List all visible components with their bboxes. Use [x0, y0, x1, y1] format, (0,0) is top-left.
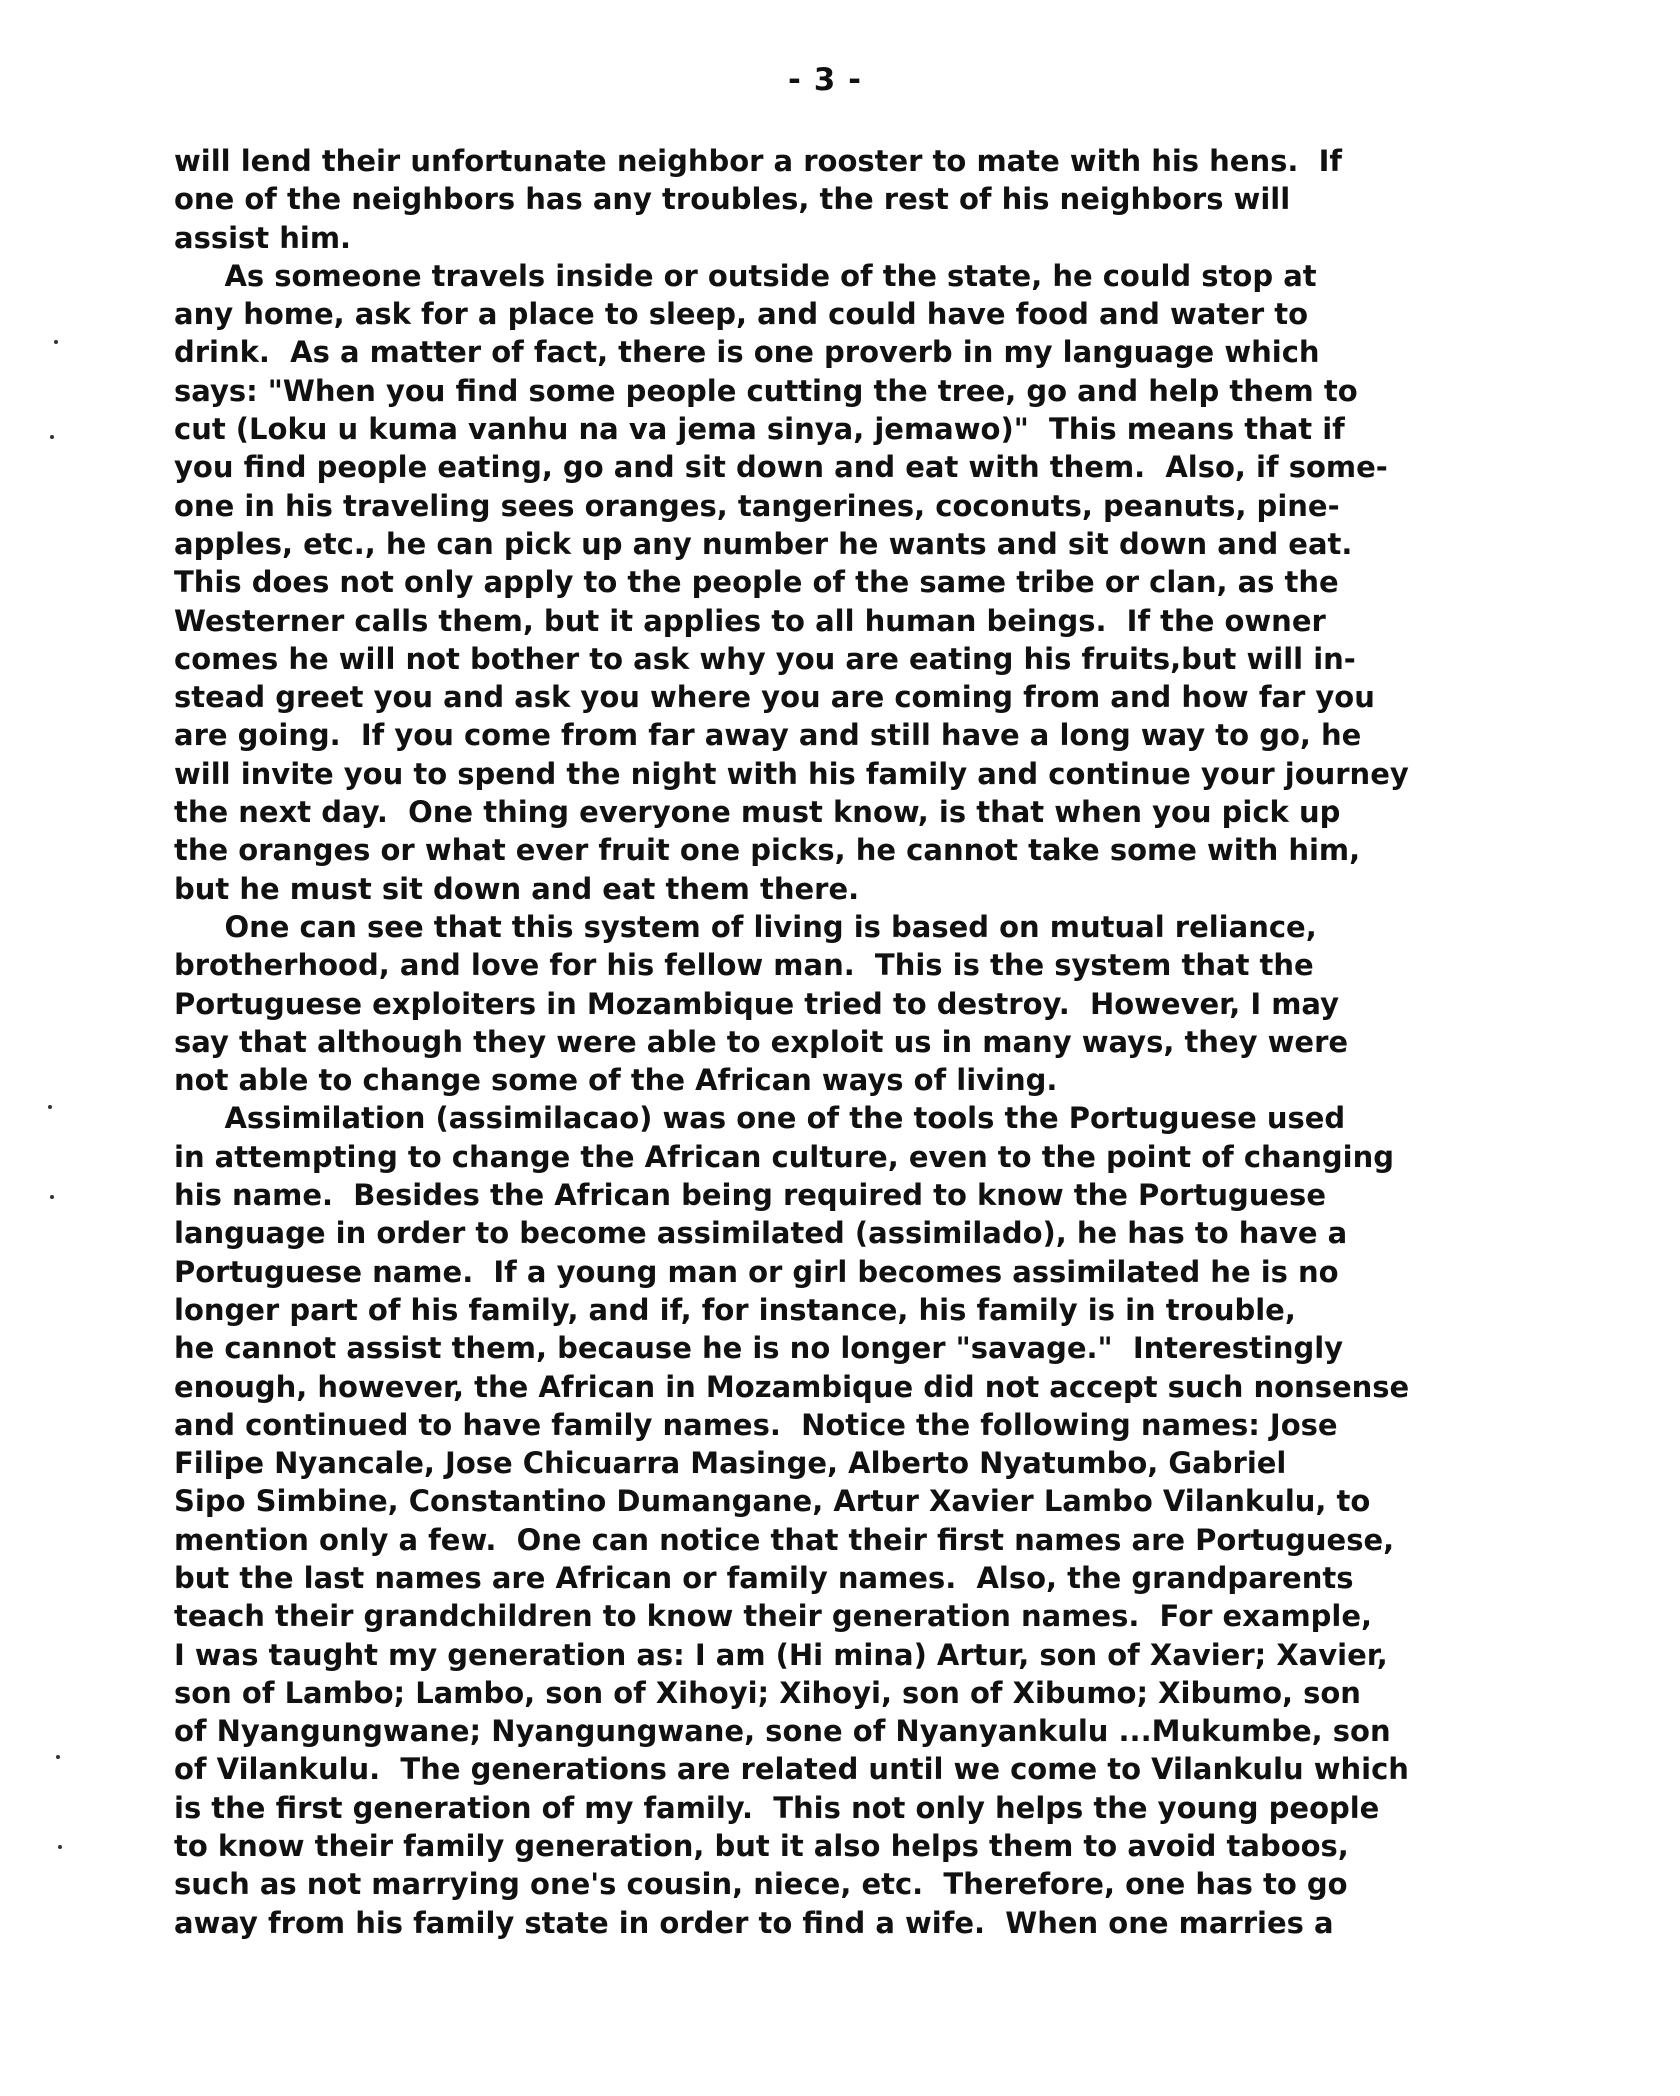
scan-speck [56, 1755, 60, 1759]
text-line: Portuguese name. If a young man or girl becomes assimilated he is no [174, 1254, 1339, 1289]
text-line: cut (Loku u kuma vanhu na va jema sinya, jemawo)" This means that if [174, 412, 1345, 447]
text-line: son of Lambo; Lambo, son of Xihoyi; Xihoyi, son of Xibumo; Xibumo, son [174, 1675, 1361, 1710]
text-line: the oranges or what ever fruit one picks, he cannot take some with him, [174, 833, 1361, 868]
text-line: Sipo Simbine, Constantino Dumangane, Artur Xavier Lambo Vilankulu, to [174, 1484, 1371, 1519]
text-line: but the last names are African or family names. Also, the grandparents [174, 1560, 1354, 1595]
text-line: away from his family state in order to find a wife. When one marries a [174, 1905, 1334, 1940]
text-line: As someone travels inside or outside of the state, he could stop at [174, 258, 1317, 293]
scan-speck [54, 340, 58, 344]
text-line: enough, however, the African in Mozambique did not accept such nonsense [174, 1369, 1410, 1404]
text-line: in attempting to change the African culture, even to the point of changing [174, 1139, 1394, 1174]
text-line: of Vilankulu. The generations are related until we come to Vilankulu which [174, 1752, 1409, 1787]
text-line: apples, etc., he can pick up any number he wants and sit down and eat. [174, 526, 1353, 561]
text-line: stead greet you and ask you where you are coming from and how far you [174, 680, 1375, 715]
text-line: says: "When you find some people cutting the tree, go and help them to [174, 373, 1358, 408]
text-line: but he must sit down and eat them there. [174, 871, 860, 906]
text-line: will invite you to spend the night with his family and continue your journey [174, 756, 1409, 791]
text-line: Portuguese exploiters in Mozambique tried to destroy. However, I may [174, 986, 1340, 1021]
text-line: and continued to have family names. Notice the following names: Jose [174, 1407, 1338, 1442]
text-line: will lend their unfortunate neighbor a rooster to mate with his hens. If [174, 144, 1342, 178]
text-line: to know their family generation, but it also helps them to avoid taboos, [174, 1829, 1349, 1864]
text-line: language in order to become assimilated (assimilado), he has to have a [174, 1216, 1348, 1251]
text-line: one in his traveling sees oranges, tangerines, coconuts, peanuts, pine- [174, 488, 1340, 523]
text-line: he cannot assist them, because he is no longer "savage." Interestingly [174, 1331, 1344, 1366]
text-line: are going. If you come from far away and still have a long way to go, he [174, 718, 1362, 753]
scan-speck [50, 435, 54, 439]
text-line: say that although they were able to exploit us in many ways, they were [174, 1024, 1349, 1059]
text-line: Assimilation (assimilacao) was one of the tools the Portuguese used [174, 1101, 1346, 1136]
text-line: longer part of his family, and if, for instance, his family is in trouble, [174, 1292, 1296, 1327]
page-number: - 3 - [788, 62, 862, 98]
text-line: One can see that this system of living is based on mutual reliance, [174, 909, 1317, 944]
text-line: This does not only apply to the people of the same tribe or clan, as the [174, 565, 1339, 600]
text-line: such as not marrying one's cousin, niece, etc. Therefore, one has to go [174, 1867, 1348, 1902]
text-line: his name. Besides the African being required to know the Portuguese [174, 1178, 1326, 1213]
text-line: you find people eating, go and sit down and eat with them. Also, if some- [174, 450, 1388, 485]
text-line: of Nyangungwane; Nyangungwane, sone of Nyanyankulu ...Mukumbe, son [174, 1714, 1391, 1749]
scan-speck [48, 1105, 52, 1109]
text-line: drink. As a matter of fact, there is one proverb in my language which [174, 335, 1320, 370]
text-line: brotherhood, and love for his fellow man. This is the system that the [174, 948, 1314, 983]
text-line: one of the neighbors has any troubles, the rest of his neighbors will [174, 182, 1291, 217]
text-line: I was taught my generation as: I am (Hi mina) Artur, son of Xavier; Xavier, [174, 1637, 1388, 1672]
text-line: the next day. One thing everyone must know, is that when you pick up [174, 795, 1341, 830]
text-line: mention only a few. One can notice that their first names are Portuguese, [174, 1522, 1395, 1557]
text-line: any home, ask for a place to sleep, and could have food and water to [174, 297, 1309, 332]
text-line: comes he will not bother to ask why you are eating his fruits,but will in- [174, 641, 1356, 676]
text-line: not able to change some of the African ways of living. [174, 1063, 1058, 1098]
text-line: teach their grandchildren to know their generation names. For example, [174, 1599, 1373, 1634]
document-body [174, 142, 1574, 1942]
scan-speck [50, 1195, 54, 1199]
scan-speck [58, 1845, 62, 1849]
text-line: Filipe Nyancale, Jose Chicuarra Masinge, Alberto Nyatumbo, Gabriel [174, 1446, 1287, 1481]
text-line: Westerner calls them, but it applies to all human beings. If the owner [174, 603, 1326, 638]
text-line: is the first generation of my family. This not only helps the young people [174, 1790, 1380, 1825]
text-line: assist him. [174, 220, 352, 255]
